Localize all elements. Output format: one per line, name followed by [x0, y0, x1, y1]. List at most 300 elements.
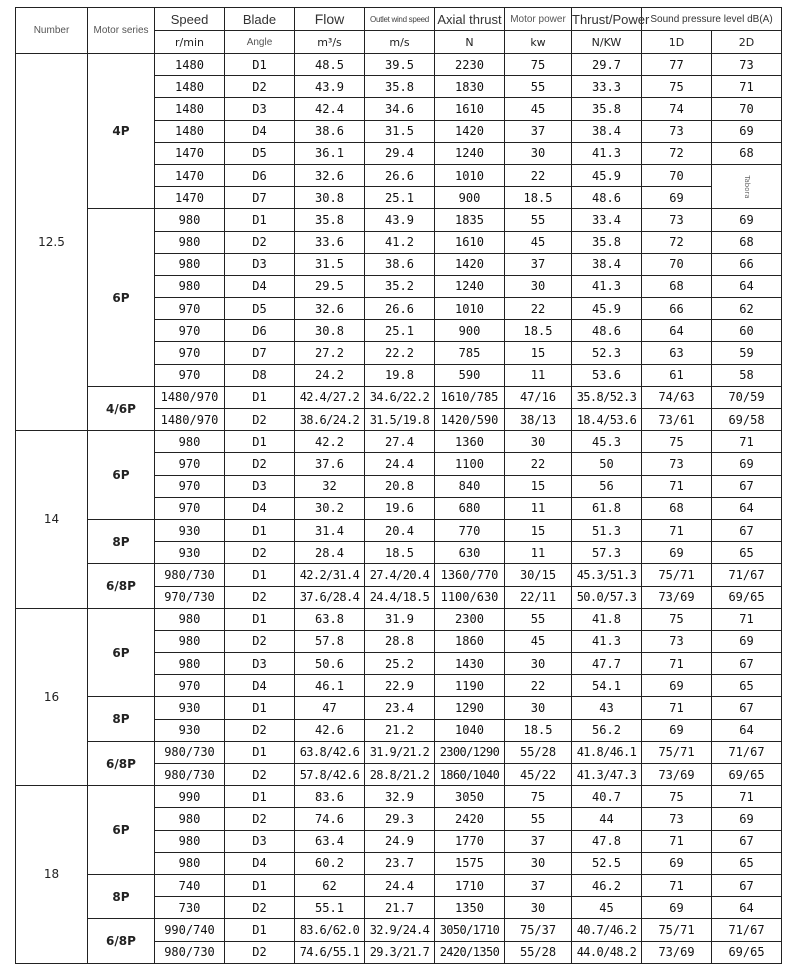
sound-1d-cell: 73	[642, 453, 712, 475]
header-thrust-power-unit: N/KW	[572, 31, 642, 54]
blade-cell: D2	[225, 231, 295, 253]
thrust-power-cell: 46.2	[572, 874, 642, 896]
sound-2d-cell: 71	[712, 76, 782, 98]
table-row	[16, 519, 782, 541]
motor-power-cell: 18.5	[505, 719, 572, 741]
outlet-wind-speed-cell: 29.3/21.7	[365, 941, 435, 963]
speed-cell: 980/730	[155, 941, 225, 963]
motor-power-cell: 45	[505, 630, 572, 652]
motor-power-cell: 75/37	[505, 919, 572, 941]
table-row	[16, 608, 782, 630]
motor-power-cell: 55/28	[505, 741, 572, 763]
speed-cell: 980/730	[155, 564, 225, 586]
motor-power-cell: 30/15	[505, 564, 572, 586]
axial-thrust-cell: 1240	[435, 275, 505, 297]
axial-thrust-cell: 1190	[435, 675, 505, 697]
speed-cell: 970/730	[155, 586, 225, 608]
header-thrust-power: Thrust/Power	[572, 8, 642, 31]
thrust-power-cell: 47.8	[572, 830, 642, 852]
outlet-wind-speed-cell: 34.6	[365, 98, 435, 120]
speed-cell: 980	[155, 830, 225, 852]
header-number: Number	[16, 8, 88, 54]
flow-cell: 28.4	[295, 542, 365, 564]
blade-cell: D1	[225, 54, 295, 76]
outlet-wind-speed-cell: 31.5/19.8	[365, 409, 435, 431]
motor-series-cell: 8P	[88, 874, 155, 918]
header-flow: Flow	[295, 8, 365, 31]
motor-power-cell: 30	[505, 653, 572, 675]
flow-cell: 32	[295, 475, 365, 497]
axial-thrust-cell: 590	[435, 364, 505, 386]
outlet-wind-speed-cell: 39.5	[365, 54, 435, 76]
speed-cell: 740	[155, 874, 225, 896]
motor-power-cell: 45/22	[505, 764, 572, 786]
axial-thrust-cell: 1420	[435, 120, 505, 142]
speed-cell: 980	[155, 608, 225, 630]
outlet-wind-speed-cell: 24.9	[365, 830, 435, 852]
flow-cell: 32.6	[295, 298, 365, 320]
flow-cell: 50.6	[295, 653, 365, 675]
header-axial-unit: N	[435, 31, 505, 54]
outlet-wind-speed-cell: 43.9	[365, 209, 435, 231]
sound-2d-cell: 69	[712, 808, 782, 830]
axial-thrust-cell: 770	[435, 519, 505, 541]
speed-cell: 980	[155, 852, 225, 874]
motor-power-cell: 11	[505, 542, 572, 564]
sound-2d-cell: 58	[712, 364, 782, 386]
sound-1d-cell: 69	[642, 675, 712, 697]
sound-2d-cell: 66	[712, 253, 782, 275]
axial-thrust-cell: 2420	[435, 808, 505, 830]
sound-1d-cell: 77	[642, 54, 712, 76]
blade-cell: D2	[225, 409, 295, 431]
motor-power-cell: 55	[505, 608, 572, 630]
sound-1d-cell: 73	[642, 630, 712, 652]
speed-cell: 980	[155, 253, 225, 275]
header-axial-thrust: Axial thrust	[435, 8, 505, 31]
flow-cell: 46.1	[295, 675, 365, 697]
motor-power-cell: 37	[505, 830, 572, 852]
sound-1d-cell: 75/71	[642, 919, 712, 941]
sound-1d-cell: 72	[642, 142, 712, 164]
motor-power-cell: 47/16	[505, 386, 572, 408]
sound-1d-cell: 75	[642, 76, 712, 98]
sound-2d-cell: 62	[712, 298, 782, 320]
speed-cell: 970	[155, 475, 225, 497]
blade-cell: D7	[225, 187, 295, 209]
axial-thrust-cell: 1430	[435, 653, 505, 675]
outlet-wind-speed-cell: 26.6	[365, 164, 435, 186]
sound-2d-cell: 69	[712, 630, 782, 652]
flow-cell: 38.6	[295, 120, 365, 142]
thrust-power-cell: 56	[572, 475, 642, 497]
table-body	[16, 54, 782, 964]
speed-cell: 1470	[155, 142, 225, 164]
thrust-power-cell: 44.0/48.2	[572, 941, 642, 963]
sound-1d-cell: 68	[642, 275, 712, 297]
motor-power-cell: 30	[505, 852, 572, 874]
sound-1d-cell: 73/61	[642, 409, 712, 431]
outlet-wind-speed-cell: 19.6	[365, 497, 435, 519]
sound-1d-cell: 69	[642, 897, 712, 919]
axial-thrust-cell: 1835	[435, 209, 505, 231]
speed-cell: 930	[155, 542, 225, 564]
flow-cell: 27.2	[295, 342, 365, 364]
sound-1d-cell: 73/69	[642, 764, 712, 786]
table-header	[16, 8, 782, 54]
flow-cell: 32.6	[295, 164, 365, 186]
motor-power-cell: 55/28	[505, 941, 572, 963]
axial-thrust-cell: 1770	[435, 830, 505, 852]
thrust-power-cell: 41.3	[572, 630, 642, 652]
sound-2d-cell: 65	[712, 852, 782, 874]
thrust-power-cell: 45.9	[572, 164, 642, 186]
axial-thrust-cell: 1010	[435, 164, 505, 186]
flow-cell: 42.2/31.4	[295, 564, 365, 586]
thrust-power-cell: 41.3	[572, 275, 642, 297]
sound-2d-cell: 73	[712, 54, 782, 76]
thrust-power-cell: 41.3	[572, 142, 642, 164]
speed-cell: 730	[155, 897, 225, 919]
fan-number-cell: 18	[16, 786, 88, 964]
thrust-power-cell: 48.6	[572, 187, 642, 209]
motor-series-cell: 8P	[88, 697, 155, 741]
sound-1d-cell: 74/63	[642, 386, 712, 408]
sound-1d-cell: 75	[642, 608, 712, 630]
header-blade-angle: Angle	[225, 31, 295, 54]
table-row	[16, 54, 782, 76]
motor-series-cell: 6P	[88, 608, 155, 697]
blade-cell: D3	[225, 653, 295, 675]
fan-number-cell: 16	[16, 608, 88, 786]
flow-cell: 63.8/42.6	[295, 741, 365, 763]
sound-1d-cell: 64	[642, 320, 712, 342]
outlet-wind-speed-cell: 35.8	[365, 76, 435, 98]
blade-cell: D4	[225, 852, 295, 874]
flow-cell: 43.9	[295, 76, 365, 98]
thrust-power-cell: 40.7	[572, 786, 642, 808]
outlet-wind-speed-cell: 26.6	[365, 298, 435, 320]
motor-power-cell: 18.5	[505, 320, 572, 342]
speed-cell: 980	[155, 653, 225, 675]
sound-2d-cell: 70/59	[712, 386, 782, 408]
sound-1d-cell: 71	[642, 830, 712, 852]
sound-2d-cell: 69/65	[712, 941, 782, 963]
speed-cell: 980	[155, 808, 225, 830]
axial-thrust-cell: 1100/630	[435, 586, 505, 608]
speed-cell: 1480	[155, 76, 225, 98]
blade-cell: D1	[225, 919, 295, 941]
thrust-power-cell: 43	[572, 697, 642, 719]
flow-cell: 37.6/28.4	[295, 586, 365, 608]
flow-cell: 42.6	[295, 719, 365, 741]
outlet-wind-speed-cell: 31.9/21.2	[365, 741, 435, 763]
blade-cell: D2	[225, 453, 295, 475]
speed-cell: 970	[155, 320, 225, 342]
motor-power-cell: 30	[505, 431, 572, 453]
motor-series-cell: 4/6P	[88, 386, 155, 430]
outlet-wind-speed-cell: 27.4	[365, 431, 435, 453]
speed-cell: 930	[155, 719, 225, 741]
motor-series-cell: 6P	[88, 786, 155, 875]
outlet-wind-speed-cell: 25.2	[365, 653, 435, 675]
sound-2d-cell: 64	[712, 897, 782, 919]
outlet-wind-speed-cell: 24.4	[365, 453, 435, 475]
outlet-wind-speed-cell: 31.5	[365, 120, 435, 142]
axial-thrust-cell: 1010	[435, 298, 505, 320]
outlet-wind-speed-cell: 35.2	[365, 275, 435, 297]
table-row	[16, 786, 782, 808]
motor-series-cell: 6P	[88, 209, 155, 387]
sound-2d-cell: 65	[712, 675, 782, 697]
thrust-power-cell: 40.7/46.2	[572, 919, 642, 941]
axial-thrust-cell: 1350	[435, 897, 505, 919]
motor-series-cell: 6/8P	[88, 564, 155, 608]
thrust-power-cell: 50	[572, 453, 642, 475]
sound-2d-cell: 71	[712, 431, 782, 453]
sound-1d-cell: 73	[642, 808, 712, 830]
fan-number-cell: 12.5	[16, 54, 88, 431]
blade-cell: D7	[225, 342, 295, 364]
motor-power-cell: 55	[505, 808, 572, 830]
outlet-wind-speed-cell: 23.4	[365, 697, 435, 719]
speed-cell: 970	[155, 298, 225, 320]
motor-power-cell: 22	[505, 453, 572, 475]
sound-1d-cell: 75/71	[642, 741, 712, 763]
header-motor-series: Motor series	[88, 8, 155, 54]
header-speed-unit: r/min	[155, 31, 225, 54]
axial-thrust-cell: 1420/590	[435, 409, 505, 431]
outlet-wind-speed-cell: 24.4/18.5	[365, 586, 435, 608]
thrust-power-cell: 41.8/46.1	[572, 741, 642, 763]
flow-cell: 33.6	[295, 231, 365, 253]
sound-2d-cell: 69	[712, 453, 782, 475]
thrust-power-cell: 44	[572, 808, 642, 830]
motor-series-cell: 6P	[88, 431, 155, 520]
sound-2d-cell: 69/65	[712, 764, 782, 786]
motor-power-cell: 37	[505, 874, 572, 896]
outlet-wind-speed-cell: 21.2	[365, 719, 435, 741]
motor-power-cell: 75	[505, 54, 572, 76]
flow-cell: 57.8/42.6	[295, 764, 365, 786]
flow-cell: 31.4	[295, 519, 365, 541]
speed-cell: 980/730	[155, 764, 225, 786]
sound-2d-cell: 71/67	[712, 564, 782, 586]
blade-cell: D2	[225, 719, 295, 741]
motor-power-cell: 22	[505, 298, 572, 320]
flow-cell: 36.1	[295, 142, 365, 164]
sound-2d-cell: 60	[712, 320, 782, 342]
thrust-power-cell: 33.3	[572, 76, 642, 98]
blade-cell: D1	[225, 519, 295, 541]
motor-power-cell: 15	[505, 342, 572, 364]
flow-cell: 30.2	[295, 497, 365, 519]
axial-thrust-cell: 1610/785	[435, 386, 505, 408]
blade-cell: D6	[225, 164, 295, 186]
thrust-power-cell: 33.4	[572, 209, 642, 231]
header-sound-pressure: Sound pressure level dB(A)	[642, 8, 782, 31]
motor-power-cell: 30	[505, 697, 572, 719]
fan-performance-table	[15, 7, 782, 964]
flow-cell: 83.6/62.0	[295, 919, 365, 941]
motor-power-cell: 55	[505, 209, 572, 231]
blade-cell: D2	[225, 586, 295, 608]
outlet-wind-speed-cell: 29.3	[365, 808, 435, 830]
sound-2d-cell: 67	[712, 697, 782, 719]
sound-1d-cell: 72	[642, 231, 712, 253]
blade-cell: D3	[225, 830, 295, 852]
motor-power-cell: 38/13	[505, 409, 572, 431]
blade-cell: D2	[225, 941, 295, 963]
thrust-power-cell: 56.2	[572, 719, 642, 741]
thrust-power-cell: 18.4/53.6	[572, 409, 642, 431]
sound-1d-cell: 71	[642, 874, 712, 896]
outlet-wind-speed-cell: 34.6/22.2	[365, 386, 435, 408]
table-row	[16, 431, 782, 453]
flow-cell: 42.4/27.2	[295, 386, 365, 408]
axial-thrust-cell: 1360/770	[435, 564, 505, 586]
header-sound-2d: 2D	[712, 31, 782, 54]
spec-table-container	[15, 7, 782, 964]
sound-2d-cell: 69/58	[712, 409, 782, 431]
axial-thrust-cell: 900	[435, 187, 505, 209]
sound-2d-cell: 64	[712, 719, 782, 741]
thrust-power-cell: 35.8	[572, 231, 642, 253]
sound-2d-cell: 67	[712, 874, 782, 896]
flow-cell: 24.2	[295, 364, 365, 386]
outlet-wind-speed-cell: 38.6	[365, 253, 435, 275]
flow-cell: 30.8	[295, 187, 365, 209]
motor-power-cell: 22	[505, 164, 572, 186]
motor-power-cell: 45	[505, 98, 572, 120]
motor-power-cell: 30	[505, 275, 572, 297]
thrust-power-cell: 41.8	[572, 608, 642, 630]
thrust-power-cell: 41.3/47.3	[572, 764, 642, 786]
axial-thrust-cell: 1360	[435, 431, 505, 453]
axial-thrust-cell: 785	[435, 342, 505, 364]
blade-cell: D1	[225, 209, 295, 231]
sound-1d-cell: 71	[642, 653, 712, 675]
flow-cell: 57.8	[295, 630, 365, 652]
speed-cell: 980	[155, 431, 225, 453]
header-blade: Blade	[225, 8, 295, 31]
sound-1d-cell: 75	[642, 786, 712, 808]
blade-cell: D5	[225, 298, 295, 320]
blade-cell: D1	[225, 786, 295, 808]
axial-thrust-cell: 1860	[435, 630, 505, 652]
thrust-power-cell: 57.3	[572, 542, 642, 564]
header-outlet-unit: m/s	[365, 31, 435, 54]
blade-cell: D8	[225, 364, 295, 386]
sound-1d-cell: 66	[642, 298, 712, 320]
outlet-wind-speed-cell: 23.7	[365, 852, 435, 874]
blade-cell: D6	[225, 320, 295, 342]
flow-cell: 74.6	[295, 808, 365, 830]
motor-power-cell: 37	[505, 253, 572, 275]
axial-thrust-cell: 1610	[435, 98, 505, 120]
motor-power-cell: 18.5	[505, 187, 572, 209]
axial-thrust-cell: 2230	[435, 54, 505, 76]
sound-2d-cell: 59	[712, 342, 782, 364]
axial-thrust-cell: 900	[435, 320, 505, 342]
header-outlet-wind-speed: Outlet wind speed	[365, 8, 435, 31]
motor-power-cell: 37	[505, 120, 572, 142]
speed-cell: 1480/970	[155, 409, 225, 431]
flow-cell: 31.5	[295, 253, 365, 275]
blade-cell: D3	[225, 253, 295, 275]
blade-cell: D1	[225, 697, 295, 719]
speed-cell: 970	[155, 364, 225, 386]
sound-2d-cell: 64	[712, 497, 782, 519]
flow-cell: 63.8	[295, 608, 365, 630]
axial-thrust-cell: 3050/1710	[435, 919, 505, 941]
axial-thrust-cell: 840	[435, 475, 505, 497]
outlet-wind-speed-cell: 32.9/24.4	[365, 919, 435, 941]
blade-cell: D4	[225, 120, 295, 142]
speed-cell: 970	[155, 342, 225, 364]
speed-cell: 1480/970	[155, 386, 225, 408]
flow-cell: 35.8	[295, 209, 365, 231]
motor-series-cell: 8P	[88, 519, 155, 563]
outlet-wind-speed-cell: 20.4	[365, 519, 435, 541]
sound-1d-cell: 70	[642, 253, 712, 275]
sound-2d-cell: 69/65	[712, 586, 782, 608]
outlet-wind-speed-cell: 31.9	[365, 608, 435, 630]
speed-cell: 980	[155, 630, 225, 652]
sound-1d-cell: 73	[642, 209, 712, 231]
motor-series-cell: 4P	[88, 54, 155, 209]
sound-2d-cell: 68	[712, 231, 782, 253]
blade-cell: D1	[225, 874, 295, 896]
blade-cell: D1	[225, 564, 295, 586]
thrust-power-cell: 47.7	[572, 653, 642, 675]
table-row	[16, 919, 782, 941]
flow-cell: 62	[295, 874, 365, 896]
table-row	[16, 697, 782, 719]
sound-2d-cell: 71	[712, 608, 782, 630]
motor-series-cell: 6/8P	[88, 741, 155, 785]
thrust-power-cell: 48.6	[572, 320, 642, 342]
speed-cell: 990/740	[155, 919, 225, 941]
speed-cell: 930	[155, 697, 225, 719]
axial-thrust-cell: 1240	[435, 142, 505, 164]
sound-1d-cell: 71	[642, 519, 712, 541]
axial-thrust-cell: 1860/1040	[435, 764, 505, 786]
motor-power-cell: 30	[505, 142, 572, 164]
sound-2d-cell: 67	[712, 830, 782, 852]
blade-cell: D2	[225, 808, 295, 830]
sound-1d-cell: 75	[642, 431, 712, 453]
thrust-power-cell: 52.5	[572, 852, 642, 874]
header-speed: Speed	[155, 8, 225, 31]
sound-1d-cell: 71	[642, 697, 712, 719]
blade-cell: D1	[225, 431, 295, 453]
outlet-wind-speed-cell: 22.2	[365, 342, 435, 364]
thrust-power-cell: 50.0/57.3	[572, 586, 642, 608]
sound-1d-cell: 68	[642, 497, 712, 519]
outlet-wind-speed-cell: 20.8	[365, 475, 435, 497]
thrust-power-cell: 35.8/52.3	[572, 386, 642, 408]
speed-cell: 990	[155, 786, 225, 808]
blade-cell: D1	[225, 386, 295, 408]
sound-2d-cell: 64	[712, 275, 782, 297]
table-row	[16, 874, 782, 896]
speed-cell: 980	[155, 231, 225, 253]
flow-cell: 60.2	[295, 852, 365, 874]
motor-power-cell: 45	[505, 231, 572, 253]
blade-cell: D2	[225, 630, 295, 652]
outlet-wind-speed-cell: 25.1	[365, 187, 435, 209]
